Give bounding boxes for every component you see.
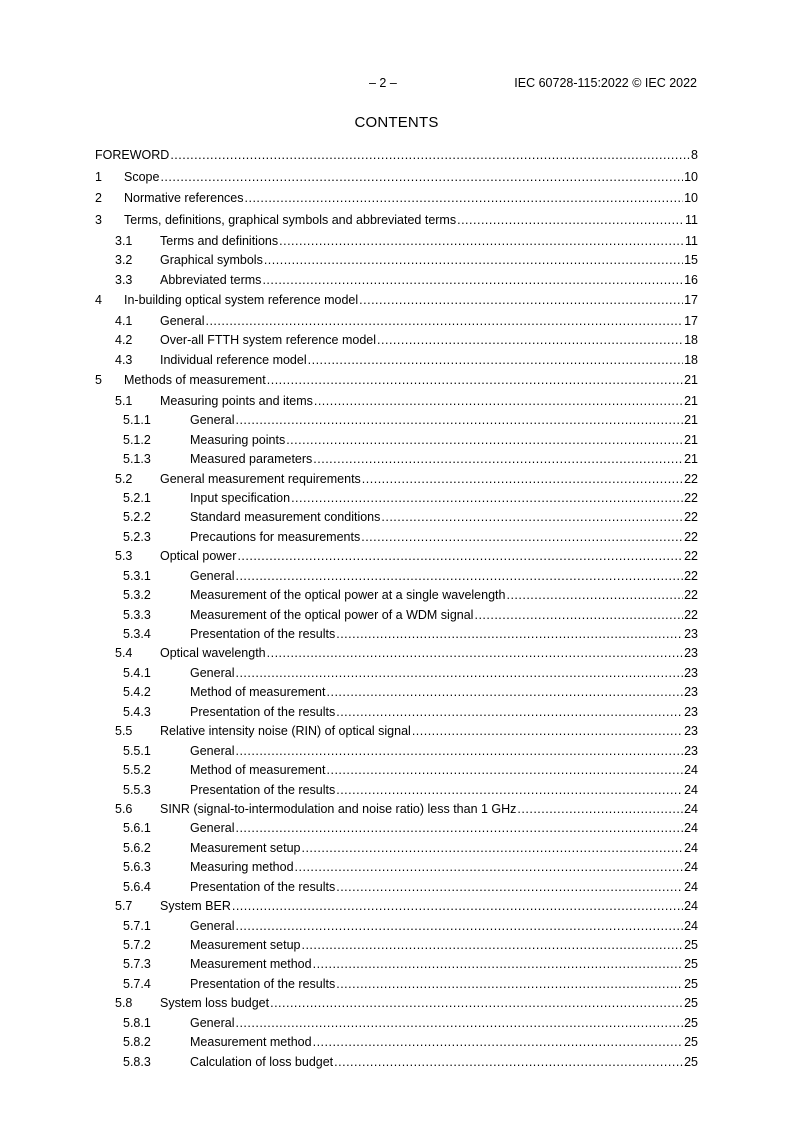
toc-entry[interactable]: [95, 936, 698, 955]
toc-entry-number: 5.4: [115, 646, 133, 661]
toc-entry-page: 16: [684, 272, 698, 287]
toc-dot-leader: [334, 1053, 683, 1072]
toc-entry[interactable]: [95, 897, 698, 916]
toc-entry-number: 5.5.1: [123, 743, 151, 758]
toc-entry-number: 5.8.3: [123, 1054, 151, 1069]
toc-entry-page: 24: [684, 782, 698, 797]
toc-entry[interactable]: [95, 1053, 698, 1072]
toc-entry-page: 23: [684, 704, 698, 719]
toc-dot-leader: [235, 742, 683, 761]
toc-dot-leader: [308, 351, 683, 370]
toc-entry-page: 22: [684, 607, 698, 622]
toc-dot-leader: [327, 683, 684, 702]
toc-entry-label: General: [190, 1015, 235, 1030]
toc-entry-number: 5.3.3: [123, 607, 151, 622]
toc-entry-page: 24: [684, 763, 698, 778]
toc-entry-number: 5.7: [115, 899, 133, 914]
toc-entry-number: 5.7.1: [123, 918, 151, 933]
toc-entry-label: Measuring method: [190, 860, 294, 875]
toc-entry[interactable]: [95, 955, 698, 974]
toc-entry-page: 24: [684, 879, 698, 894]
toc-entry-number: 2: [95, 191, 102, 206]
toc-entry-page: 21: [684, 432, 698, 447]
toc-entry-label: General: [190, 568, 235, 583]
toc-entry[interactable]: [95, 1014, 698, 1033]
toc-dot-leader: [336, 975, 683, 994]
toc-dot-leader: [327, 761, 684, 780]
toc-entry-label: Presentation of the results: [190, 976, 336, 991]
toc-entry-number: 4.1: [115, 313, 133, 328]
toc-dot-leader: [270, 994, 683, 1013]
toc-entry-page: 22: [684, 568, 698, 583]
toc-entry[interactable]: [95, 606, 698, 625]
toc-entry-page: 22: [684, 510, 698, 525]
toc-entry-label: Abbreviated terms: [160, 272, 262, 287]
toc-entry-page: 21: [684, 452, 698, 467]
toc-entry-label: Optical wavelength: [160, 646, 266, 661]
toc-dot-leader: [474, 606, 683, 625]
toc-entry[interactable]: [95, 800, 698, 819]
toc-entry-label: Presentation of the results: [190, 627, 336, 641]
toc-entry-number: 4: [95, 293, 102, 308]
toc-dot-leader: [235, 1014, 683, 1033]
toc-entry-page: 24: [684, 840, 698, 855]
toc-entry[interactable]: [95, 567, 698, 586]
toc-entry-label: Measurement method: [190, 957, 312, 972]
toc-entry-label: Input specification: [190, 490, 291, 505]
toc-dot-leader: [506, 586, 683, 605]
toc-dot-leader: [336, 781, 683, 800]
toc-entry-page: 25: [684, 996, 698, 1011]
toc-dot-leader: [301, 839, 683, 858]
toc-entry-label: General measurement requirements: [160, 471, 361, 486]
toc-dot-leader: [412, 722, 683, 741]
toc-entry-label: Measurement setup: [190, 840, 301, 855]
toc-entry-label: FOREWORD: [95, 148, 170, 162]
toc-entry-number: 5.2.2: [123, 510, 151, 525]
toc-entry[interactable]: [95, 781, 698, 800]
toc-entry-page: 25: [684, 1015, 698, 1030]
toc-entry[interactable]: [95, 232, 698, 251]
toc-entry[interactable]: [95, 819, 698, 838]
toc-entry-page: 10: [684, 169, 698, 184]
toc-entry-number: 1: [95, 169, 102, 184]
toc-entry-label: Measurement method: [190, 1035, 312, 1050]
toc-entry[interactable]: [95, 251, 698, 270]
toc-entry-page: 18: [684, 333, 698, 348]
toc-entry[interactable]: [95, 839, 698, 858]
toc-entry-page: 21: [684, 393, 698, 408]
toc-entry-page: 8: [691, 148, 698, 162]
toc-entry-label: In-building optical system reference model: [124, 293, 359, 308]
toc-dot-leader: [336, 878, 683, 897]
toc-dot-leader: [359, 290, 683, 312]
toc-dot-leader: [313, 955, 684, 974]
toc-entry-number: 5.6.2: [123, 840, 151, 855]
toc-entry-page: 24: [684, 860, 698, 875]
toc-entry-label: General: [190, 918, 235, 933]
document-reference: IEC 60728-115:2022 © IEC 2022: [514, 76, 697, 90]
table-of-contents: [95, 145, 698, 1072]
toc-dot-leader: [235, 567, 683, 586]
toc-dot-leader: [286, 431, 683, 450]
toc-dot-leader: [301, 936, 683, 955]
toc-entry-label: Terms, definitions, graphical symbols and abbreviated terms: [124, 213, 457, 228]
toc-dot-leader: [517, 800, 683, 819]
toc-entry-number: 3.2: [115, 253, 133, 268]
toc-entry-label: Method of measurement: [190, 763, 326, 778]
toc-entry-label: Presentation of the results: [190, 782, 336, 797]
toc-dot-leader: [336, 625, 683, 644]
toc-entry-number: 5.7.4: [123, 976, 151, 991]
toc-entry-number: 3.3: [115, 272, 133, 287]
toc-entry[interactable]: [95, 312, 698, 331]
toc-entry-label: Relative intensity noise (RIN) of optical signal: [160, 724, 411, 739]
toc-entry-page: 11: [685, 213, 698, 228]
toc-entry[interactable]: [95, 664, 698, 683]
toc-dot-leader: [235, 411, 683, 430]
toc-entry-number: 5.1.2: [123, 432, 151, 447]
toc-entry-number: 5.4.2: [123, 685, 151, 700]
toc-entry-page: 24: [684, 821, 698, 836]
toc-entry-number: 5.1.1: [123, 413, 151, 428]
toc-entry-label: Precautions for measurements: [190, 529, 361, 544]
toc-entry-page: 24: [684, 801, 698, 816]
toc-entry-page: 24: [684, 918, 698, 933]
toc-entry-label: Graphical symbols: [160, 253, 263, 268]
toc-entry[interactable]: [95, 450, 698, 469]
toc-entry-number: 5.7.2: [123, 938, 151, 952]
toc-entry[interactable]: [95, 392, 698, 411]
toc-dot-leader: [232, 897, 683, 916]
toc-entry-number: 3: [95, 213, 102, 228]
toc-dot-leader: [457, 210, 684, 232]
toc-entry[interactable]: [95, 547, 698, 566]
toc-entry-page: 23: [684, 646, 698, 661]
toc-entry[interactable]: [95, 470, 698, 489]
toc-entry-page: 17: [684, 293, 698, 308]
toc-entry-label: Over-all FTTH system reference model: [160, 333, 377, 348]
toc-entry-page: 25: [684, 938, 698, 952]
toc-entry-label: Methods of measurement: [124, 373, 266, 388]
toc-entry-page: 10: [684, 191, 698, 206]
toc-entry-label: General: [190, 743, 235, 758]
toc-entry[interactable]: [95, 508, 698, 527]
toc-entry-page: 23: [684, 627, 698, 641]
toc-entry-page: 24: [684, 899, 698, 914]
toc-entry-number: 4.3: [115, 352, 133, 367]
toc-entry[interactable]: [95, 975, 698, 994]
toc-entry-number: 5.1: [115, 393, 133, 408]
toc-entry-page: 25: [684, 976, 698, 991]
toc-entry-label: Method of measurement: [190, 685, 326, 700]
toc-entry-number: 5.2.1: [123, 490, 151, 505]
toc-entry-number: 5.8.2: [123, 1035, 151, 1050]
toc-entry[interactable]: [95, 722, 698, 741]
toc-dot-leader: [314, 392, 683, 411]
toc-dot-leader: [235, 917, 683, 936]
toc-entry-label: General: [190, 665, 235, 680]
toc-entry-number: 5.6.3: [123, 860, 151, 875]
toc-entry-label: Terms and definitions: [160, 233, 279, 248]
toc-entry-page: 25: [684, 1054, 698, 1069]
toc-entry[interactable]: [95, 210, 698, 232]
toc-entry[interactable]: [95, 683, 698, 702]
toc-entry-page: 21: [684, 413, 698, 428]
toc-entry-label: General: [190, 413, 235, 428]
toc-entry[interactable]: [95, 625, 698, 644]
toc-entry-label: Measurement of the optical power of a WDM signal: [190, 607, 474, 622]
toc-entry[interactable]: [95, 917, 698, 936]
toc-entry[interactable]: [95, 858, 698, 877]
toc-entry[interactable]: [95, 703, 698, 722]
toc-dot-leader: [245, 188, 684, 210]
toc-entry-number: 5.2.3: [123, 529, 151, 544]
toc-entry-label: Measuring points and items: [160, 393, 313, 408]
toc-entry[interactable]: [95, 761, 698, 780]
toc-entry-number: 5.5: [115, 724, 133, 739]
toc-entry-label: Standard measurement conditions: [190, 510, 381, 525]
toc-entry[interactable]: [95, 290, 698, 312]
toc-entry-label: Measuring points: [190, 432, 286, 447]
toc-entry[interactable]: [95, 1033, 698, 1052]
page-header: [0, 76, 793, 92]
toc-entry-label: System BER: [160, 899, 231, 914]
toc-entry-number: 5: [95, 373, 102, 388]
toc-entry[interactable]: [95, 644, 698, 663]
toc-entry-number: 3.1: [115, 233, 133, 248]
toc-entry[interactable]: [95, 271, 698, 290]
toc-entry[interactable]: [95, 489, 698, 508]
toc-entry-label: Optical power: [160, 549, 237, 564]
toc-dot-leader: [336, 703, 683, 722]
toc-dot-leader: [362, 470, 683, 489]
toc-dot-leader: [361, 528, 683, 547]
toc-entry[interactable]: [95, 188, 698, 210]
toc-entry-page: 23: [684, 685, 698, 700]
toc-entry-page: 25: [684, 957, 698, 972]
toc-dot-leader: [237, 547, 683, 566]
toc-entry-number: 5.3.2: [123, 588, 151, 603]
toc-entry-label: Measurement setup: [190, 938, 301, 952]
toc-entry-label: Individual reference model: [160, 352, 307, 367]
toc-dot-leader: [170, 145, 690, 167]
toc-entry-number: 5.5.3: [123, 782, 151, 797]
toc-entry-page: 23: [684, 665, 698, 680]
toc-entry[interactable]: [95, 528, 698, 547]
toc-dot-leader: [377, 331, 683, 350]
toc-entry[interactable]: [95, 370, 698, 392]
toc-dot-leader: [381, 508, 683, 527]
toc-entry-number: 5.3.4: [123, 627, 151, 641]
toc-entry-label: Measured parameters: [190, 452, 313, 467]
contents-title: CONTENTS: [354, 114, 439, 131]
toc-dot-leader: [279, 232, 684, 251]
toc-entry-page: 11: [685, 233, 698, 248]
toc-dot-leader: [267, 370, 683, 392]
toc-entry[interactable]: [95, 994, 698, 1013]
toc-entry[interactable]: [95, 411, 698, 430]
toc-entry[interactable]: [95, 145, 698, 167]
toc-entry-page: 22: [684, 529, 698, 544]
toc-dot-leader: [295, 858, 684, 877]
toc-entry-number: 5.6: [115, 801, 133, 816]
toc-entry-label: Scope: [124, 169, 160, 184]
toc-entry-page: 23: [684, 724, 698, 739]
toc-entry-number: 5.3: [115, 549, 133, 564]
toc-entry[interactable]: [95, 351, 698, 370]
toc-entry-number: 5.1.3: [123, 452, 151, 467]
toc-entry-page: 18: [684, 352, 698, 367]
toc-entry-number: 5.8.1: [123, 1015, 151, 1030]
toc-dot-leader: [291, 489, 683, 508]
toc-entry-label: Calculation of loss budget: [190, 1054, 334, 1069]
toc-entry[interactable]: [95, 167, 698, 189]
toc-entry-page: 25: [684, 1035, 698, 1050]
toc-dot-leader: [160, 167, 683, 189]
toc-entry-label: Presentation of the results: [190, 879, 336, 894]
toc-entry-label: System loss budget: [160, 996, 270, 1011]
toc-entry[interactable]: [95, 331, 698, 350]
toc-entry-number: 5.5.2: [123, 763, 151, 778]
toc-entry-page: 22: [684, 549, 698, 564]
toc-entry[interactable]: [95, 431, 698, 450]
toc-entry-number: 5.3.1: [123, 568, 151, 583]
toc-dot-leader: [313, 1033, 684, 1052]
toc-entry[interactable]: [95, 586, 698, 605]
toc-dot-leader: [235, 664, 683, 683]
toc-entry-label: Presentation of the results: [190, 704, 336, 719]
toc-entry-number: 5.7.3: [123, 957, 151, 972]
toc-entry-number: 5.6.4: [123, 879, 151, 894]
toc-entry[interactable]: [95, 878, 698, 897]
toc-entry-page: 22: [684, 490, 698, 505]
toc-entry-number: 5.6.1: [123, 821, 151, 836]
toc-dot-leader: [262, 271, 683, 290]
toc-entry-label: SINR (signal-to-intermodulation and noise ratio) less than 1 GHz: [160, 801, 517, 816]
toc-dot-leader: [205, 312, 683, 331]
toc-entry-label: Measurement of the optical power at a single wavelength: [190, 588, 506, 603]
toc-entry[interactable]: [95, 742, 698, 761]
toc-entry-number: 5.2: [115, 471, 133, 486]
toc-entry-number: 4.2: [115, 333, 133, 348]
toc-entry-page: 23: [684, 743, 698, 758]
toc-dot-leader: [267, 644, 683, 663]
toc-dot-leader: [235, 819, 683, 838]
toc-dot-leader: [313, 450, 683, 469]
toc-entry-page: 17: [684, 313, 698, 328]
toc-entry-page: 22: [684, 471, 698, 486]
toc-entry-number: 5.8: [115, 996, 133, 1011]
toc-entry-page: 22: [684, 588, 698, 603]
toc-entry-label: General: [190, 821, 235, 836]
toc-entry-label: General: [160, 313, 205, 328]
toc-dot-leader: [264, 251, 683, 270]
toc-entry-page: 21: [684, 373, 698, 388]
toc-entry-label: Normative references: [124, 191, 244, 206]
toc-entry-number: 5.4.3: [123, 704, 151, 719]
page-number: – 2 –: [369, 76, 397, 90]
toc-entry-page: 15: [684, 253, 698, 268]
toc-entry-number: 5.4.1: [123, 665, 151, 680]
